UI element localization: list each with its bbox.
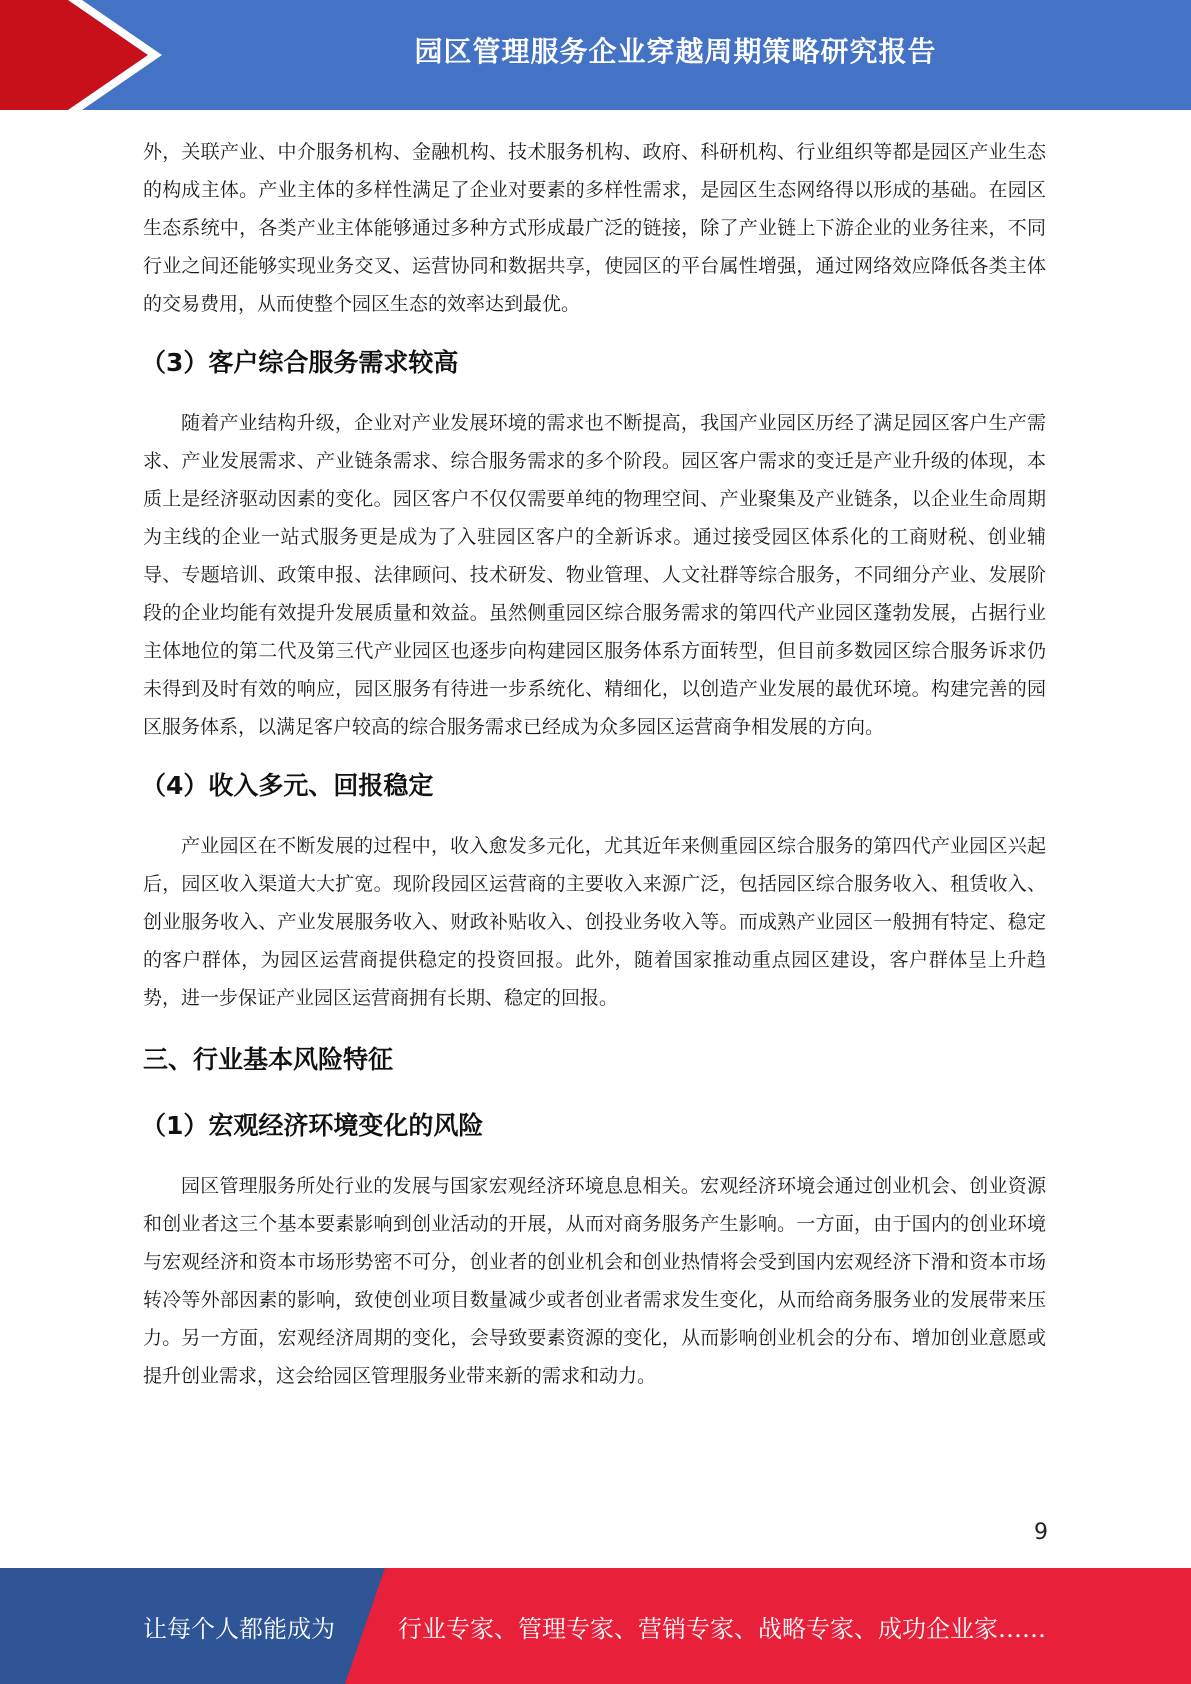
footer-slogan-right: 行业专家、管理专家、营销专家、战略专家、成功企业家…… — [398, 1614, 1046, 1643]
heading-customer-service-demand: （3）客户综合服务需求较高 — [141, 348, 459, 377]
page-footer — [0, 1568, 1191, 1684]
paragraph-ecosystem-continued: 外，关联产业、中介服务机构、金融机构、技术服务机构、政府、科研机构、行业组织等都是园区产业生态的构成主体。产业主体的多样性满足了企业对要素的多样性需求，是园区生态网络得以形成的基础。在园区生态系统中，各类产业主体能够通过多种方式形成最广泛的链接，除了产业链上下游企业的业务往来，不同行业之间还能够实现业务交叉、运营协同和数据共享，使园区的平台属性增强，通过网络效应降低各类主体的交易费用，从而使整个园区生态的效率达到最优。 — [143, 141, 1046, 315]
page-number: 9 — [1034, 1520, 1048, 1545]
paragraph-customer-service-demand: 随着产业结构升级，企业对产业发展环境的需求也不断提高，我国产业园区历经了满足园区客户生产需求、产业发展需求、产业链条需求、综合服务需求的多个阶段。园区客户需求的变迁是产业升级的体现，本质上是经济驱动因素的变化。园区客户不仅仅需要单纯的物理空间、产业聚集及产业链条，以企业生命周期为主线的企业一站式服务更是成为了入驻园区客户的全新诉求。通过接受园区体系化的工商财税、创业辅导、专题培训、政策申报、法律顾问、技术研发、物业管理、人文社群等综合服务，不同细分产业、发展阶段的企业均能有效提升发展质量和效益。虽然侧重园区综合服务需求的第四代产业园区蓬勃发展，占据行业主体地位的第二代及第三代产业园区也逐步向构建园区服务体系方面转型，但目前多数园区综合服务诉求仍未得到及时有效的响应，园区服务有待进一步系统化、精细化，以创造产业发展的最优环境。构建完善的园区服务体系，以满足客户较高的综合服务需求已经成为众多园区运营商争相发展的方向。 — [143, 412, 1046, 738]
section-heading-industry-risk: 三、行业基本风险特征 — [143, 1045, 394, 1074]
report-title: 园区管理服务企业穿越周期策略研究报告 — [414, 35, 937, 68]
heading-macro-economic-risk: （1）宏观经济环境变化的风险 — [141, 1111, 484, 1140]
page-content — [143, 133, 1046, 1395]
footer-slogan-left: 让每个人都能成为 — [143, 1614, 335, 1643]
paragraph-macro-economic-risk: 园区管理服务所处行业的发展与国家宏观经济环境息息相关。宏观经济环境会通过创业机会、创业资源和创业者这三个基本要素影响到创业活动的开展，从而对商务服务产生影响。一方面，由于国内的创业环境与宏观经济和资本市场形势密不可分，创业者的创业机会和创业热情将会受到国内宏观经济下滑和资本市场转冷等外部因素的影响，致使创业项目数量减少或者创业者需求发生变化，从而给商务服务业的发展带来压力。另一方面，宏观经济周期的变化，会导致要素资源的变化，从而影响创业机会的分布、增加创业意愿或提升创业需求，这会给园区管理服务业带来新的需求和动力。 — [143, 1175, 1046, 1387]
header-red-chevron — [0, 0, 148, 110]
paragraph-diversified-income: 产业园区在不断发展的过程中，收入愈发多元化，尤其近年来侧重园区综合服务的第四代产业园区兴起后，园区收入渠道大大扩宽。现阶段园区运营商的主要收入来源广泛，包括园区综合服务收入、租赁收入、创业服务收入、产业发展服务收入、财政补贴收入、创投业务收入等。而成熟产业园区一般拥有特定、稳定的客户群体，为园区运营商提供稳定的投资回报。此外，随着国家推动重点园区建设，客户群体呈上升趋势，进一步保证产业园区运营商拥有长期、稳定的回报。 — [143, 835, 1046, 1009]
heading-diversified-income: （4）收入多元、回报稳定 — [141, 771, 434, 800]
page-header — [0, 0, 1191, 110]
